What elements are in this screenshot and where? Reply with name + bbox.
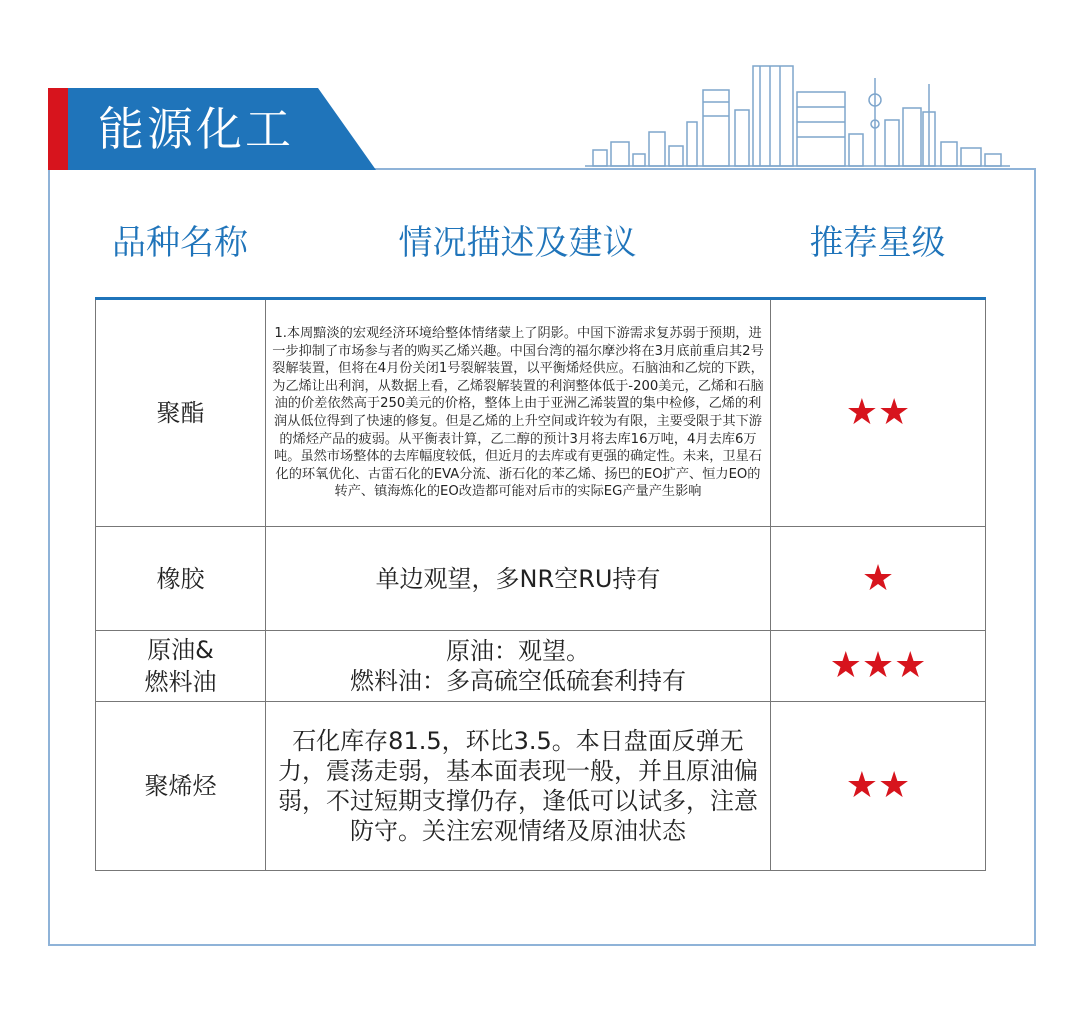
table-row <box>96 702 986 871</box>
star-rating-cell: ★ <box>771 527 986 631</box>
section-title: 能源化工 <box>98 102 294 156</box>
description-cell: 石化库存81.5，环比3.5。本日盘面反弹无力，震荡走弱，基本面表现一般，并且原油偏弱，不过短期支撑仍存，逢低可以试多，注意防守。关注宏观情绪及原油状态 <box>266 702 771 871</box>
star-rating-cell: ★★ <box>771 702 986 871</box>
header-variety-name: 品种名称 <box>112 223 248 263</box>
header-star-rating: 推荐星级 <box>809 223 946 263</box>
table-row <box>96 299 986 527</box>
variety-name-cell: 橡胶 <box>96 527 266 631</box>
variety-name-cell: 聚酯 <box>96 299 266 527</box>
star-rating-cell: ★★★ <box>771 631 986 702</box>
description-cell <box>266 631 771 702</box>
city-skyline-illustration <box>585 62 1015 172</box>
banner-accent-bar <box>48 88 68 170</box>
recommendation-table <box>95 297 986 871</box>
table-header-row <box>95 215 985 271</box>
description-line: 原油：观望。 <box>446 637 590 665</box>
table-row <box>96 631 986 702</box>
description-cell: 单边观望，多NR空RU持有 <box>266 527 771 631</box>
variety-name-line: 原油& <box>147 636 214 664</box>
description-line: 燃料油：多高硫空低硫套利持有 <box>350 667 686 695</box>
variety-name-line: 燃料油 <box>144 668 217 696</box>
section-banner <box>68 88 378 170</box>
header-description: 情况描述及建议 <box>398 223 637 263</box>
variety-name-cell <box>96 631 266 702</box>
variety-name-cell: 聚烯烃 <box>96 702 266 871</box>
table-row <box>96 527 986 631</box>
description-cell: 1.本周黯淡的宏观经济环境给整体情绪蒙上了阴影。中国下游需求复苏弱于预期，进一步抑制了市场参与者的购买乙烯兴趣。中国台湾的福尔摩沙将在3月底前重启其2号裂解装置，但将在4月份关闭1号裂解装置，以平衡烯烃供应。石脑油和乙烷的下跌，为乙烯让出利润，从数据上看，乙烯裂解装置的利润整体低于-200美元，乙烯和石脑油的价差依然高于250美元的价格，整体上由于亚洲乙浠装置的集中检修，乙烯的利润从低位得到了快速的修复。但是乙烯的上升空间或许较为有限，主要受限于其下游的烯烃产品的疲弱。从平衡表计算，乙二醇的预计3月将去库16万吨，4月去库6万吨。虽然市场整体的去库幅度较低，但近月的去库或有更强的确定性。未来，卫星石化的环氧优化、古雷石化的EVA分流、浙石化的苯乙烯、扬巴的EO扩产、恒力EO的转产、镇海炼化的EO改造都可能对后市的实际EG产量产生影响 <box>266 299 771 527</box>
star-rating-cell: ★★ <box>771 299 986 527</box>
